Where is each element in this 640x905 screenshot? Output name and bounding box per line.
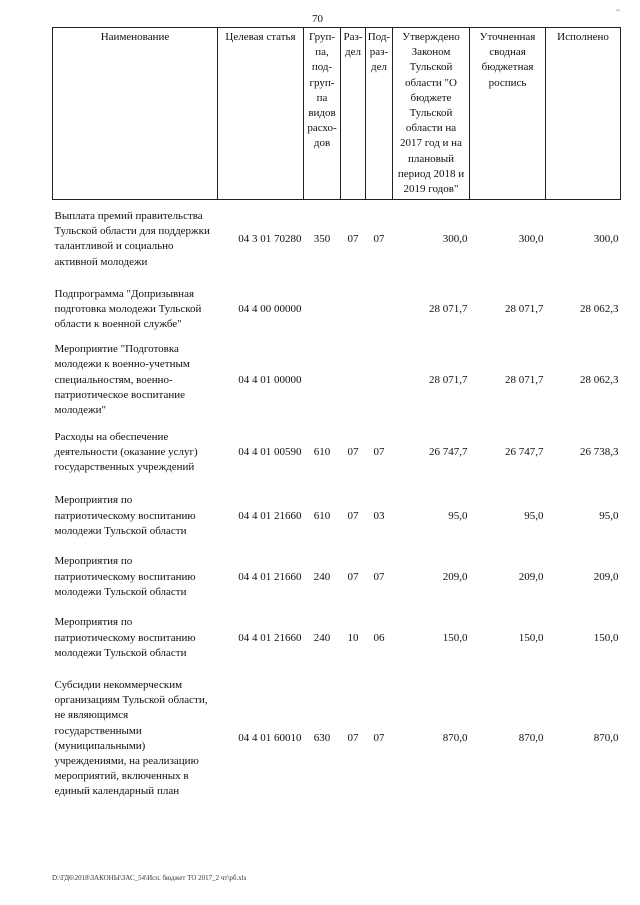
header-refined: Уточненная сводная бюджетная роспись [470,28,546,200]
row-group: 610 [313,509,331,522]
row-section: 07 [347,570,359,583]
row-approved: 95,0 [448,509,468,522]
corner-mark: ~ [616,6,621,15]
row-target-code: 04 3 01 70280 [238,232,302,245]
row-group: 610 [313,446,331,459]
row-refined: 28 071,7 [505,373,544,386]
row-section: 07 [347,232,359,245]
row-section: 07 [347,732,359,745]
row-refined: 28 071,7 [505,303,544,316]
row-subsection: 07 [373,732,385,745]
row-subsection [366,279,393,341]
row-refined: 95,0 [524,509,544,522]
row-refined: 209,0 [518,570,544,583]
row-approved: 26 747,7 [429,446,468,459]
row-name: Субсидии некоммерческим организациям Тульской области, не являющимся государственными (муниципальными) учреждениями, на реализацию мероприятий, включенных в единый календарный план [54,678,208,798]
row-name: Выплата премий правительства Тульской области для поддержки талантливой и социально активной молодежи [54,210,210,268]
table-header-row [53,28,621,200]
row-executed: 300,0 [593,232,619,245]
header-name: Наименование [53,28,218,200]
row-target-code: 04 4 01 00000 [238,373,302,386]
budget-table [52,27,621,809]
row-refined: 26 747,7 [505,446,544,459]
row-refined: 150,0 [518,631,544,644]
row-approved: 28 071,7 [429,373,468,386]
header-subsection: Под-раз-дел [366,28,393,200]
row-group: 350 [313,232,331,245]
row-section [341,279,366,341]
row-name: Мероприятия по патриотическому воспитанию молодежи Тульской области [54,494,196,537]
row-group [304,341,341,420]
row-subsection: 06 [373,631,385,644]
table-row [53,200,621,279]
row-target-code: 04 4 01 21660 [238,631,302,644]
table-row [53,486,621,547]
table-row [53,608,621,669]
row-group [304,279,341,341]
row-subsection: 07 [373,570,385,583]
table-row [53,420,621,486]
row-name: Мероприятия по патриотическому воспитанию молодежи Тульской области [54,555,196,598]
table-row [53,341,621,420]
row-approved: 300,0 [442,232,468,245]
header-expense-group: Груп-па, под-груп-па видов расхо-дов [304,28,341,200]
table-row [53,279,621,341]
row-section: 10 [347,631,359,644]
row-approved: 209,0 [442,570,468,583]
row-target-code: 04 4 01 00590 [238,446,302,459]
table-row [53,547,621,608]
row-name: Мероприятия по патриотическому воспитанию молодежи Тульской области [54,616,196,659]
row-approved: 150,0 [442,631,468,644]
row-executed: 150,0 [593,631,619,644]
row-subsection: 07 [373,232,385,245]
row-refined: 300,0 [518,232,544,245]
row-executed: 26 738,3 [580,446,619,459]
header-section: Раз-дел [341,28,366,200]
row-section: 07 [347,446,359,459]
row-executed: 95,0 [599,509,619,522]
row-target-code: 04 4 01 60010 [238,732,302,745]
row-name: Подпрограмма "Допризывная подготовка молодежи Тульской области к военной службе" [54,287,202,331]
header-approved: Утверждено Законом Тульской области "О бюджете Тульской области на 2017 год и на плановый период 2018 и 2019 годов" [393,28,470,200]
file-path-footer: D:\ГД6\2018\ЗАКОНЫ\ЗАС_54\Исп. бюджет ТО 2017_2 чт\рб.xls [52,874,247,882]
row-group: 240 [313,631,331,644]
row-approved: 28 071,7 [429,303,468,316]
header-target-article: Целевая статья [218,28,304,200]
page-number: 70 [312,13,323,25]
row-target-code: 04 4 00 00000 [238,303,302,316]
row-target-code: 04 4 01 21660 [238,570,302,583]
row-section [341,341,366,420]
row-target-code: 04 4 01 21660 [238,509,302,522]
row-name: Расходы на обеспечение деятельности (оказание услуг) государственных учреждений [54,430,198,474]
row-group: 630 [313,732,331,745]
row-executed: 209,0 [593,570,619,583]
header-executed: Исполнено [546,28,621,200]
row-approved: 870,0 [442,732,468,745]
row-executed: 870,0 [593,732,619,745]
row-refined: 870,0 [518,732,544,745]
row-section: 07 [347,509,359,522]
row-executed: 28 062,3 [580,303,619,316]
row-subsection [366,341,393,420]
row-executed: 28 062,3 [580,373,619,386]
row-group: 240 [313,570,331,583]
row-name: Мероприятие "Подготовка молодежи к военно-учетным специальностям, военно-патриотическое воспитание молодежи" [54,343,190,417]
row-subsection: 03 [373,509,385,522]
table-row [53,669,621,809]
row-subsection: 07 [373,446,385,459]
